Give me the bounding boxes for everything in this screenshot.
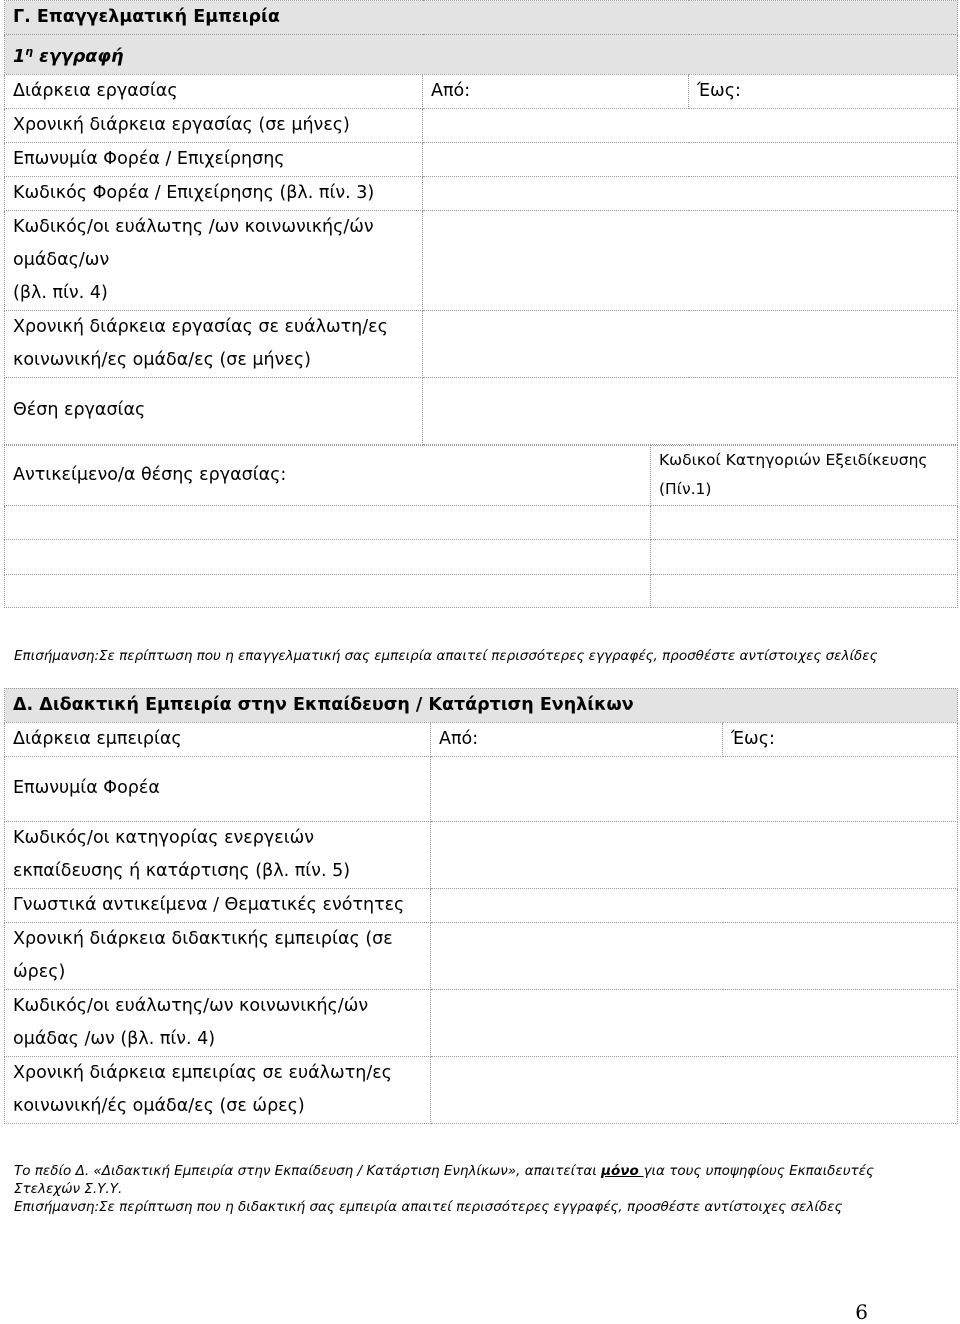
form-page: [4, 0, 958, 1216]
activity-code-field[interactable]: [431, 821, 958, 888]
vulnerable-months-label: Χρονική διάρκεια εργασίας σε ευάλωτη/ες κοινωνική/ες ομάδα/ες (σε μήνες): [5, 310, 423, 377]
specialty-code-field-3[interactable]: [651, 574, 958, 607]
job-object-field-3[interactable]: [5, 574, 651, 607]
job-object-field-2[interactable]: [5, 539, 651, 574]
section-d-note-1: Το πεδίο Δ. «Διδακτική Εμπειρία στην Εκπαίδευση / Κατάρτιση Ενηλίκων», απαιτείται μόνο για τους υποψηφίους Εκπαιδευτές Στελεχών Σ.Υ.Υ.: [14, 1162, 874, 1197]
section-d-table: [4, 688, 958, 1124]
work-duration-label: Διάρκεια εργασίας: [5, 74, 423, 108]
job-object-label: Αντικείμενο/α θέσης εργασίας:: [5, 445, 651, 505]
specialty-code-field-1[interactable]: [651, 505, 958, 539]
vulnerable-group-code-field[interactable]: [423, 210, 958, 310]
teaching-vulnerable-hours-field[interactable]: [431, 1056, 958, 1123]
employer-label: Επωνυμία Φορέα / Επιχείρησης: [5, 142, 423, 176]
job-position-label: Θέση εργασίας: [5, 377, 423, 444]
activity-code-label: Κωδικός/οι κατηγορίας ενεργειών εκπαίδευσης ή κατάρτισης (βλ. πίν. 5): [5, 821, 431, 888]
section-d-note-2: Επισήμανση:Σε περίπτωση που η διδακτική σας εμπειρία απαιτεί περισσότερες εγγραφές, προσθέστε αντίστοιχες σελίδες: [14, 1198, 843, 1215]
organization-label: Επωνυμία Φορέα: [5, 756, 431, 821]
section-c-title: Γ. Επαγγελματική Εμπειρία: [5, 1, 958, 35]
teaching-duration-label: Διάρκεια εμπειρίας: [5, 722, 431, 756]
teaching-to-field[interactable]: Έως:: [723, 722, 958, 756]
entry-heading: $1^\eta$ εγγραφή: [5, 35, 958, 75]
work-to-field[interactable]: Έως:: [689, 74, 958, 108]
section-d-title: Δ. Διδακτική Εμπειρία στην Εκπαίδευση / Κατάρτιση Ενηλίκων: [5, 688, 958, 722]
employer-code-label: Κωδικός Φορέα / Επιχείρησης (βλ. πίν. 3): [5, 176, 423, 210]
specialty-codes-label: Κωδικοί Κατηγοριών Εξειδίκευσης (Πίν.1): [651, 445, 958, 505]
vulnerable-months-field[interactable]: [423, 310, 958, 377]
section-c-table: [4, 0, 958, 445]
work-months-label: Χρονική διάρκεια εργασίας (σε μήνες): [5, 108, 423, 142]
teaching-vulnerable-code-field[interactable]: [431, 989, 958, 1056]
work-from-field[interactable]: Από:: [423, 74, 689, 108]
employer-field[interactable]: [423, 142, 958, 176]
topics-label: Γνωστικά αντικείμενα / Θεματικές ενότητες: [5, 888, 431, 922]
specialty-code-field-2[interactable]: [651, 539, 958, 574]
organization-field[interactable]: [431, 756, 958, 821]
job-object-field-1[interactable]: [5, 505, 651, 539]
vulnerable-group-code-label: Κωδικός/οι ευάλωτης /ων κοινωνικής/ών ομάδας/ων (βλ. πίν. 4): [5, 210, 423, 310]
teaching-hours-label: Χρονική διάρκεια διδακτικής εμπειρίας (σε ώρες): [5, 922, 431, 989]
teaching-hours-field[interactable]: [431, 922, 958, 989]
teaching-vulnerable-code-label: Κωδικός/οι ευάλωτης/ων κοινωνικής/ών ομάδας /ων (βλ. πίν. 4): [5, 989, 431, 1056]
page-number: 6: [855, 1300, 868, 1324]
topics-field[interactable]: [431, 888, 958, 922]
work-months-field[interactable]: [423, 108, 958, 142]
job-object-table: [4, 445, 958, 608]
section-c-note: Επισήμανση:Σε περίπτωση που η επαγγελματική σας εμπειρία απαιτεί περισσότερες εγγραφές, προσθέστε αντίστοιχες σελίδες: [14, 647, 878, 664]
teaching-from-field[interactable]: Από:: [431, 722, 723, 756]
employer-code-field[interactable]: [423, 176, 958, 210]
teaching-vulnerable-hours-label: Χρονική διάρκεια εμπειρίας σε ευάλωτη/ες κοινωνική/ές ομάδα/ες (σε ώρες): [5, 1056, 431, 1123]
job-position-field[interactable]: [423, 377, 958, 444]
